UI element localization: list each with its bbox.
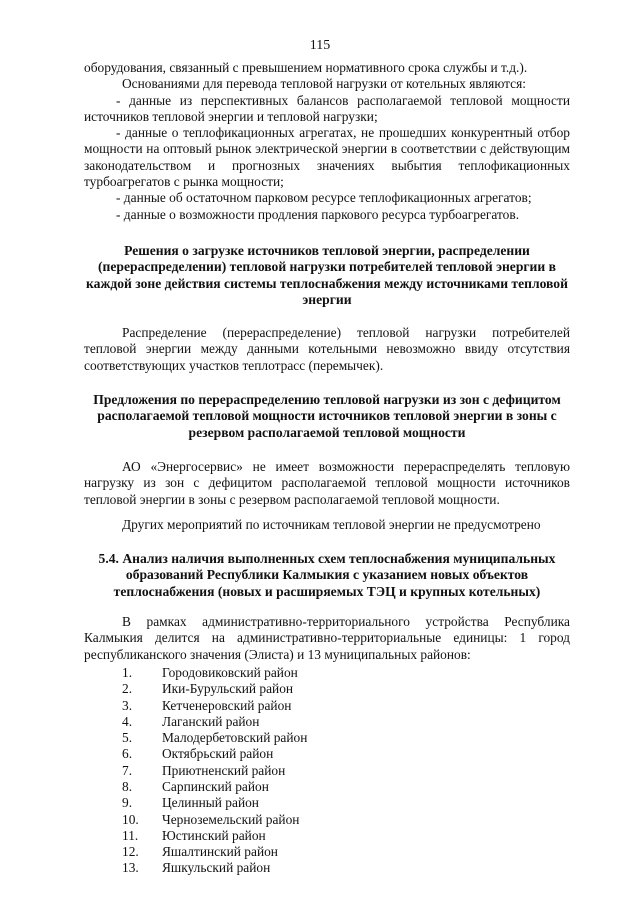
- list-number: 4.: [122, 713, 133, 729]
- paragraph-distribution: Распределение (перераспределение) тепловой нагрузки потребителей тепловой энергии между данными котельными невозможно ввиду отсутствия соответствующих участков теплотрасс (перемычек).: [84, 325, 570, 373]
- section-heading-redistribution: Предложения по перераспределению тепловой нагрузки из зон с дефицитом располагаемой тепловой мощности источников тепловой энергии в зоны с резервом располагаемой тепловой мощности: [93, 392, 561, 440]
- list-item: [84, 860, 570, 876]
- section-heading-load-distribution: Решения о загрузке источников тепловой энергии, распределении (перераспределении) тепловой нагрузки потребителей тепловой энергии в каждой зоне действия системы теплоснабжения между источниками тепловой энергии: [86, 242, 568, 307]
- list-number: 12.: [122, 844, 139, 860]
- list-number: 5.: [122, 730, 133, 746]
- continued-line: оборудования, связанный с превышением нормативного срока службы и т.д.).: [84, 60, 528, 75]
- list-number: 6.: [122, 746, 133, 762]
- page-content: [84, 60, 570, 877]
- list-item: [84, 812, 570, 828]
- list-item: [84, 763, 570, 779]
- list-item: [84, 681, 570, 697]
- district-name: Приютненский район: [162, 762, 286, 778]
- district-name: Сарпинский район: [162, 778, 269, 794]
- district-name: Лаганский район: [162, 713, 260, 729]
- list-item: [84, 665, 570, 681]
- districts-list: [84, 665, 570, 877]
- list-item: [84, 746, 570, 762]
- bullet-item: - данные о возможности продления паркового ресурса турбоагрегатов.: [116, 206, 520, 222]
- list-number: 7.: [122, 762, 133, 778]
- district-name: Ики-Бурульский район: [162, 681, 294, 697]
- list-number: 13.: [122, 860, 139, 876]
- list-number: 3.: [122, 697, 133, 713]
- list-number: 1.: [122, 664, 133, 680]
- district-name: Кетченеровский район: [162, 697, 292, 713]
- grounds-intro: Основаниями для перевода тепловой нагрузки от котельных являются:: [122, 76, 527, 92]
- bullet-item: - данные о теплофикационных агрегатах, не прошедших конкурентный отбор мощности на оптовый рынок электрической энергии в соответствии с действующим законодательством и прогнозных значениях выбытия теплофикационных турбоагрегатов с рынка мощности;: [84, 125, 570, 190]
- district-name: Городовиковский район: [162, 664, 298, 680]
- list-item: [84, 795, 570, 811]
- list-number: 11.: [122, 827, 139, 843]
- bullet-item: - данные из перспективных балансов располагаемой тепловой мощности источников тепловой энергии и тепловой нагрузки;: [84, 92, 570, 124]
- district-name: Октябрьский район: [162, 746, 274, 762]
- section-heading-5-4: 5.4. Анализ наличия выполненных схем теплоснабжения муниципальных образований Республики Калмыкия с указанием новых объектов теплоснабжения (новых и расширяемых ТЭЦ и крупных котельных): [98, 551, 556, 599]
- list-item: [84, 844, 570, 860]
- list-item: [84, 779, 570, 795]
- district-name: Юстинский район: [162, 827, 266, 843]
- list-number: 10.: [122, 811, 139, 827]
- district-name: Целинный район: [162, 795, 259, 811]
- district-name: Малодербетовский район: [162, 730, 308, 746]
- district-name: Яшкульский район: [162, 860, 271, 876]
- list-item: [84, 714, 570, 730]
- paragraph-energoservis: АО «Энергосервис» не имеет возможности перераспределять тепловую нагрузку из зон с дефицитом располагаемой тепловой мощности источников тепловой энергии в зоны с резервом располагаемой тепловой мощности.: [84, 458, 570, 507]
- list-item: [84, 730, 570, 746]
- paragraph-no-measures: Других мероприятий по источникам тепловой энергии не предусмотрено: [122, 516, 541, 532]
- list-number: 2.: [122, 681, 133, 697]
- list-number: 9.: [122, 795, 133, 811]
- bullet-item: - данные об остаточном парковом ресурсе теплофикационных агрегатов;: [116, 190, 532, 206]
- district-name: Черноземельский район: [162, 811, 300, 827]
- district-name: Яшалтинский район: [162, 844, 278, 860]
- page-number: 115: [309, 38, 331, 53]
- list-item: [84, 698, 570, 714]
- list-number: 8.: [122, 778, 133, 794]
- list-item: [84, 828, 570, 844]
- paragraph-admin-division: В рамках административно-территориального устройства Республика Калмыкия делится на административно-территориальные единицы: 1 город республиканского значения (Элиста) и 13 муниципальных районов:: [84, 614, 570, 662]
